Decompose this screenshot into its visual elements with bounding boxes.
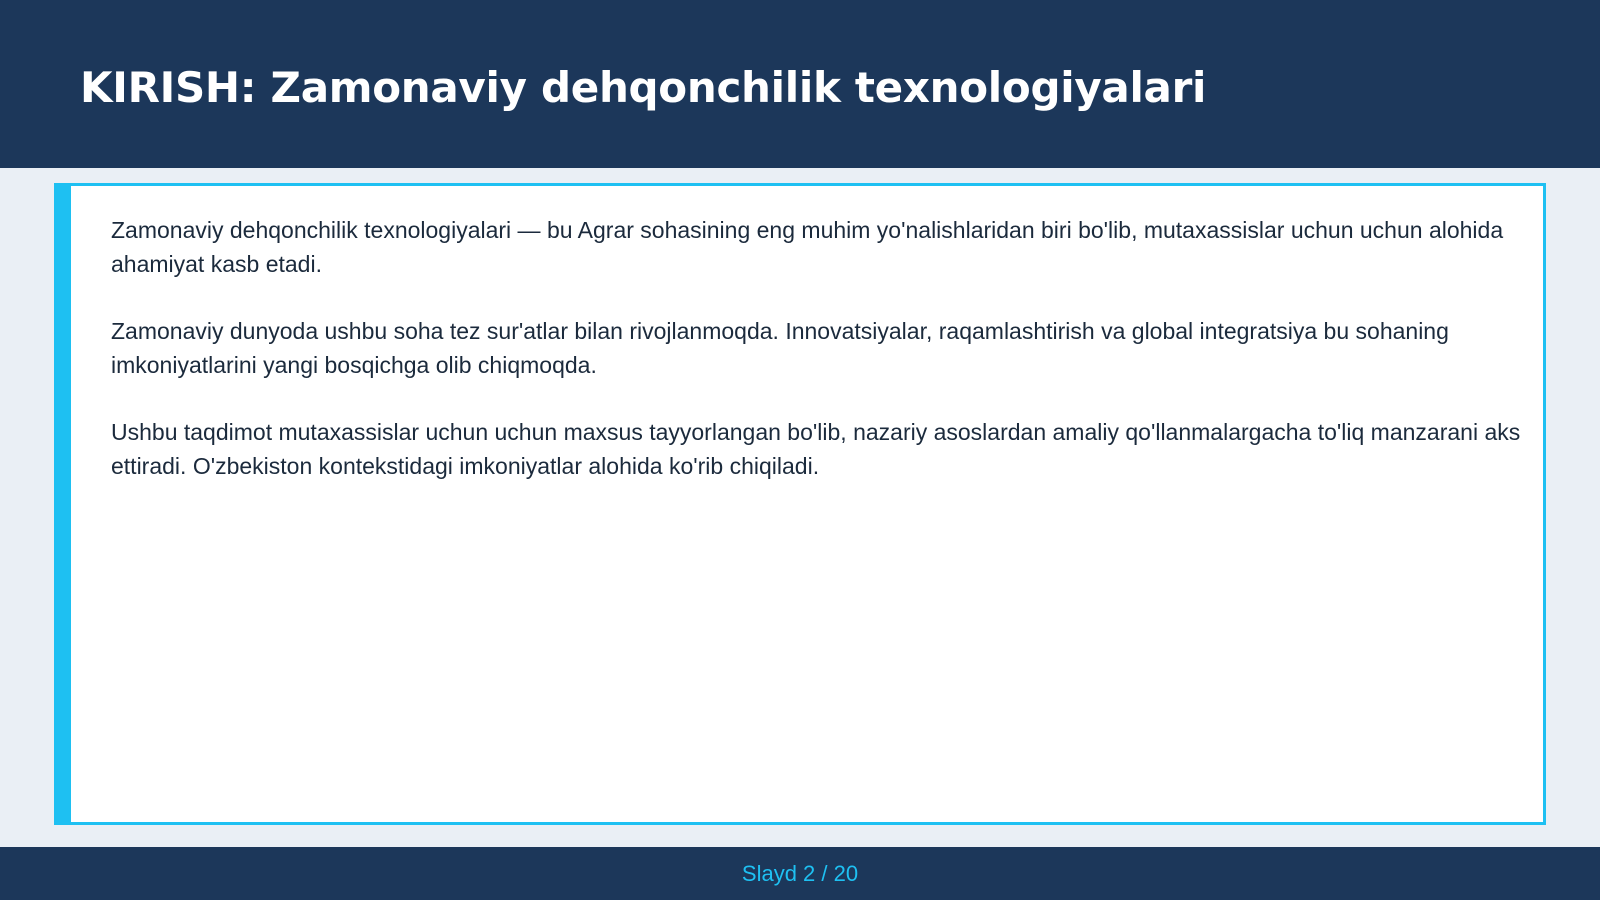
paragraph-intro: Zamonaviy dehqonchilik texnologiyalari — bu Agrar sohasining eng muhim yo'nalishlaridan biri bo'lib, mutaxassislar uchun uchun alohida ahamiyat kasb etadi. (111, 217, 1504, 277)
slide-title: KIRISH: Zamonaviy dehqonchilik texnologiyalari (80, 63, 1207, 112)
paragraph-development: Zamonaviy dunyoda ushbu soha tez sur'atlar bilan rivojlanmoqda. Innovatsiyalar, raqamlashtirish va global integratsiya bu sohaning imkoniyatlarini yangi bosqichga olib chiqmoqda. (111, 318, 1449, 378)
slide-counter: Slayd 2 / 20 (741, 861, 859, 886)
content-body (111, 213, 1521, 516)
slide-header (0, 0, 1600, 168)
content-panel (54, 183, 1546, 825)
slide-footer (0, 847, 1600, 900)
paragraph-presentation: Ushbu taqdimot mutaxassislar uchun uchun maxsus tayyorlangan bo'lib, nazariy asoslardan amaliy qo'llanmalargacha to'liq manzarani aks ettiradi. O'zbekiston kontekstidagi imkoniyatlar alohida ko'rib chiqiladi. (111, 419, 1521, 479)
